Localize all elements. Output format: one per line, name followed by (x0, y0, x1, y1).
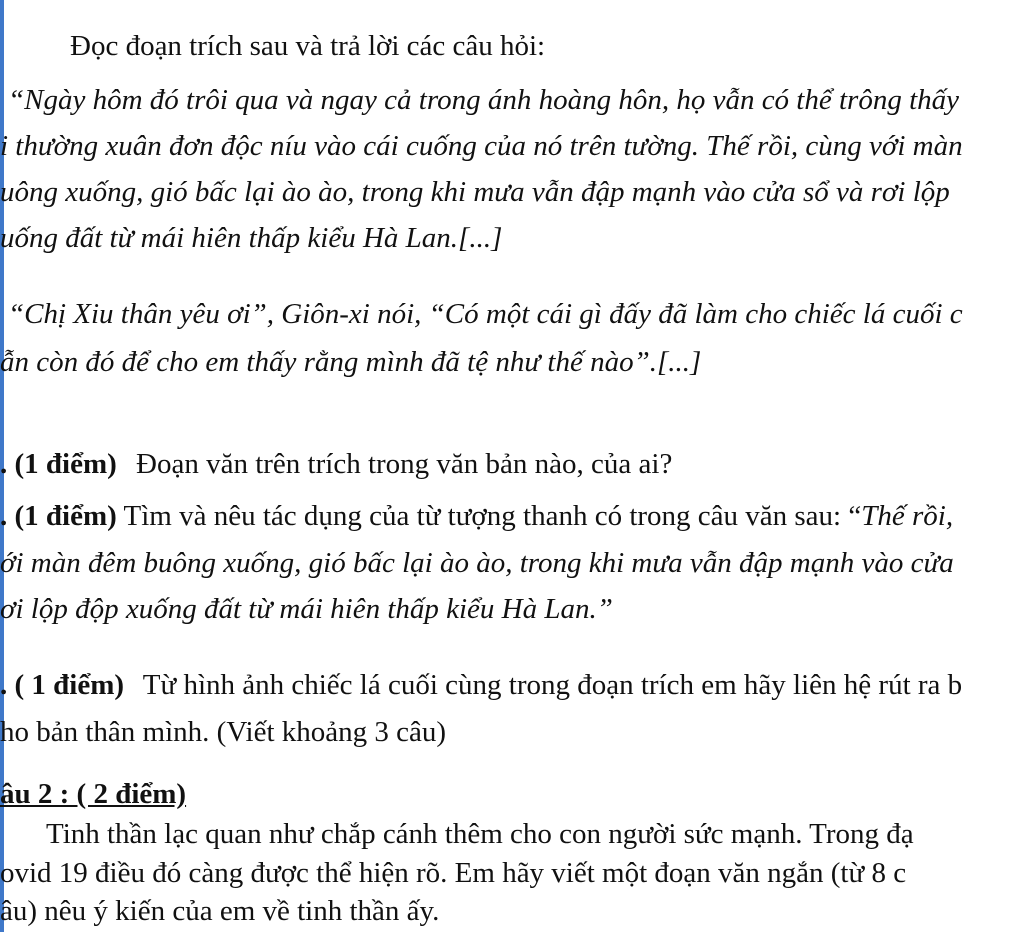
question-3-prefix: . (0, 669, 8, 701)
question-3-points: ( 1 điểm) (14, 669, 125, 701)
passage-line: “Ngày hôm đó trôi qua và ngay cả trong ánh hoàng hôn, họ vẫn có thể trông thấy (8, 84, 960, 116)
question-1-prefix: . (0, 448, 8, 480)
question-2-quote-line: ơi lộp độp xuống đất từ mái hiên thấp kiểu Hà Lan.” (0, 593, 613, 625)
section-2-line: ovid 19 điều đó càng được thể hiện rõ. Em hãy viết một đoạn văn ngắn (từ 8 c (0, 857, 907, 889)
instruction-heading-text: Đọc đoạn trích sau và trả lời các câu hỏi: (70, 30, 546, 62)
question-3-text: Từ hình ảnh chiếc lá cuối cùng trong đoạn trích em hãy liên hệ rút ra b (142, 669, 963, 701)
question-2-quote-line: ới màn đêm buông xuống, gió bấc lại ào ào, trong khi mưa vẫn đập mạnh vào cửa (0, 547, 954, 579)
passage-line: uống đất từ mái hiên thấp kiểu Hà Lan.[...] (0, 222, 503, 254)
passage-line: uông xuống, gió bấc lại ào ào, trong khi mưa vẫn đập mạnh vào cửa sổ và rơi lộp (0, 176, 950, 208)
question-2-prefix: . (0, 500, 8, 532)
section-2-line: Tinh thần lạc quan như chắp cánh thêm cho con người sức mạnh. Trong đạ (46, 818, 914, 850)
question-3-continuation: ho bản thân mình. (Viết khoảng 3 câu) (0, 716, 447, 748)
question-3 (0, 667, 962, 703)
question-1-text: Đoạn văn trên trích trong văn bản nào, của ai? (136, 448, 673, 480)
question-2-quote-start: Thế rồi, (861, 500, 954, 532)
question-2-points: (1 điểm) (14, 500, 117, 532)
question-1 (0, 446, 672, 482)
question-2-text: Tìm và nêu tác dụng của từ tượng thanh có trong câu văn sau: “ (123, 500, 862, 532)
instruction-heading (70, 28, 545, 64)
question-1-points: (1 điểm) (14, 448, 117, 480)
question-2 (0, 498, 953, 534)
passage-line: i thường xuân đơn độc níu vào cái cuống của nó trên tường. Thế rồi, cùng với màn (0, 130, 963, 162)
passage-line: “Chị Xiu thân yêu ơi”, Giôn-xi nói, “Có một cái gì đấy đã làm cho chiếc lá cuối c (8, 298, 963, 330)
section-2-line: âu) nêu ý kiến của em về tinh thần ấy. (0, 895, 440, 927)
passage-line: ẫn còn đó để cho em thấy rằng mình đã tệ như thế nào”.[...] (0, 346, 702, 378)
section-2-title: âu 2 : ( 2 điểm) (0, 778, 187, 810)
